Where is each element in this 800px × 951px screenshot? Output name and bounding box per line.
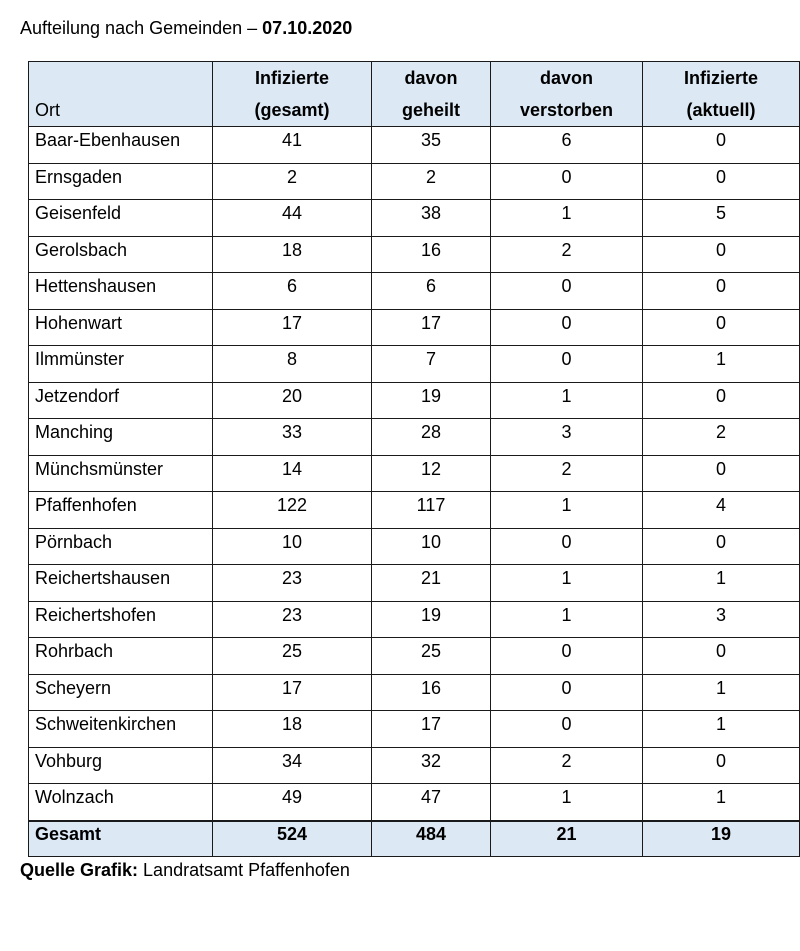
cell-ort: Scheyern <box>29 674 213 711</box>
header-line: Infizierte <box>254 68 329 88</box>
cell-infizierte-aktuell: 1 <box>643 565 800 602</box>
cell-ort: Jetzendorf <box>29 382 213 419</box>
cell-geheilt: 21 <box>372 565 491 602</box>
cell-ort: Münchsmünster <box>29 455 213 492</box>
cell-infizierte-gesamt: 44 <box>213 200 372 237</box>
cell-ort: Reichertshofen <box>29 601 213 638</box>
cell-verstorben: 1 <box>491 492 643 529</box>
total-geheilt: 484 <box>372 821 491 857</box>
cell-ort: Wolnzach <box>29 784 213 821</box>
source-note <box>20 858 350 882</box>
cell-ort: Hohenwart <box>29 309 213 346</box>
cell-geheilt: 47 <box>372 784 491 821</box>
header-infizierte-aktuell <box>643 62 800 127</box>
table-row <box>29 163 800 200</box>
header-row <box>29 62 800 127</box>
cell-ort: Vohburg <box>29 747 213 784</box>
cell-geheilt: 6 <box>372 273 491 310</box>
cell-ort: Hettenshausen <box>29 273 213 310</box>
cell-geheilt: 117 <box>372 492 491 529</box>
cell-infizierte-aktuell: 0 <box>643 163 800 200</box>
cell-verstorben: 0 <box>491 528 643 565</box>
cell-infizierte-gesamt: 6 <box>213 273 372 310</box>
cell-verstorben: 2 <box>491 747 643 784</box>
table-row <box>29 747 800 784</box>
cell-infizierte-aktuell: 1 <box>643 346 800 383</box>
cell-geheilt: 2 <box>372 163 491 200</box>
cell-verstorben: 1 <box>491 784 643 821</box>
header-line: davon <box>539 68 593 88</box>
cell-infizierte-gesamt: 122 <box>213 492 372 529</box>
total-infizierte-gesamt: 524 <box>213 821 372 857</box>
cell-infizierte-aktuell: 0 <box>643 747 800 784</box>
cell-geheilt: 19 <box>372 382 491 419</box>
cell-ort: Reichertshausen <box>29 565 213 602</box>
cell-infizierte-aktuell: 2 <box>643 419 800 456</box>
cell-infizierte-aktuell: 5 <box>643 200 800 237</box>
cell-verstorben: 1 <box>491 601 643 638</box>
table-row <box>29 784 800 821</box>
cell-ort: Ernsgaden <box>29 163 213 200</box>
cell-infizierte-gesamt: 17 <box>213 309 372 346</box>
municipality-table <box>28 61 800 857</box>
cell-verstorben: 0 <box>491 309 643 346</box>
cell-geheilt: 16 <box>372 674 491 711</box>
cell-verstorben: 0 <box>491 674 643 711</box>
table-row <box>29 565 800 602</box>
cell-infizierte-gesamt: 23 <box>213 565 372 602</box>
cell-infizierte-gesamt: 17 <box>213 674 372 711</box>
cell-ort: Manching <box>29 419 213 456</box>
cell-infizierte-aktuell: 0 <box>643 127 800 164</box>
cell-infizierte-gesamt: 2 <box>213 163 372 200</box>
table-row <box>29 674 800 711</box>
cell-geheilt: 38 <box>372 200 491 237</box>
table-row <box>29 346 800 383</box>
cell-ort: Gerolsbach <box>29 236 213 273</box>
cell-verstorben: 1 <box>491 565 643 602</box>
cell-verstorben: 2 <box>491 236 643 273</box>
table-row <box>29 236 800 273</box>
cell-infizierte-gesamt: 10 <box>213 528 372 565</box>
cell-ort: Geisenfeld <box>29 200 213 237</box>
title-prefix: Aufteilung nach Gemeinden – <box>20 18 263 38</box>
cell-ort: Schweitenkirchen <box>29 711 213 748</box>
header-line: (aktuell) <box>686 100 756 120</box>
cell-infizierte-aktuell: 1 <box>643 784 800 821</box>
cell-infizierte-gesamt: 41 <box>213 127 372 164</box>
cell-verstorben: 3 <box>491 419 643 456</box>
table-body <box>29 127 800 821</box>
cell-infizierte-aktuell: 3 <box>643 601 800 638</box>
table-row <box>29 200 800 237</box>
cell-infizierte-gesamt: 34 <box>213 747 372 784</box>
cell-geheilt: 19 <box>372 601 491 638</box>
cell-infizierte-aktuell: 0 <box>643 273 800 310</box>
table-row <box>29 309 800 346</box>
header-line: davon <box>404 68 458 88</box>
header-line: (gesamt) <box>254 100 330 120</box>
cell-verstorben: 0 <box>491 163 643 200</box>
cell-infizierte-aktuell: 0 <box>643 455 800 492</box>
header-line: Infizierte <box>683 68 758 88</box>
cell-verstorben: 0 <box>491 346 643 383</box>
table-row <box>29 419 800 456</box>
total-verstorben: 21 <box>491 821 643 857</box>
header-line: geheilt <box>401 100 460 120</box>
cell-verstorben: 1 <box>491 200 643 237</box>
cell-infizierte-gesamt: 20 <box>213 382 372 419</box>
cell-infizierte-aktuell: 4 <box>643 492 800 529</box>
cell-verstorben: 0 <box>491 638 643 675</box>
cell-geheilt: 17 <box>372 309 491 346</box>
source-text: Landratsamt Pfaffenhofen <box>138 860 350 880</box>
cell-infizierte-gesamt: 14 <box>213 455 372 492</box>
cell-ort: Rohrbach <box>29 638 213 675</box>
source-label: Quelle Grafik: <box>20 860 139 880</box>
total-infizierte-aktuell: 19 <box>643 821 800 857</box>
cell-infizierte-gesamt: 33 <box>213 419 372 456</box>
header-verstorben <box>491 62 643 127</box>
cell-infizierte-aktuell: 1 <box>643 674 800 711</box>
table-row <box>29 455 800 492</box>
table-row <box>29 711 800 748</box>
cell-infizierte-gesamt: 49 <box>213 784 372 821</box>
cell-geheilt: 32 <box>372 747 491 784</box>
header-ort: Ort <box>29 62 213 127</box>
table-footer <box>29 821 800 857</box>
page-title <box>20 16 352 40</box>
total-label: Gesamt <box>29 821 213 857</box>
table-row <box>29 127 800 164</box>
cell-geheilt: 25 <box>372 638 491 675</box>
header-line: verstorben <box>519 100 614 120</box>
cell-geheilt: 17 <box>372 711 491 748</box>
cell-infizierte-gesamt: 8 <box>213 346 372 383</box>
cell-infizierte-aktuell: 0 <box>643 638 800 675</box>
cell-infizierte-gesamt: 25 <box>213 638 372 675</box>
cell-geheilt: 28 <box>372 419 491 456</box>
cell-geheilt: 35 <box>372 127 491 164</box>
table-row <box>29 528 800 565</box>
total-row <box>29 821 800 857</box>
cell-geheilt: 12 <box>372 455 491 492</box>
table-row <box>29 273 800 310</box>
cell-infizierte-gesamt: 18 <box>213 711 372 748</box>
cell-infizierte-gesamt: 23 <box>213 601 372 638</box>
cell-geheilt: 10 <box>372 528 491 565</box>
cell-infizierte-aktuell: 0 <box>643 382 800 419</box>
cell-verstorben: 2 <box>491 455 643 492</box>
cell-verstorben: 0 <box>491 711 643 748</box>
cell-infizierte-aktuell: 0 <box>643 236 800 273</box>
table-row <box>29 492 800 529</box>
cell-geheilt: 16 <box>372 236 491 273</box>
cell-ort: Ilmmünster <box>29 346 213 383</box>
table-row <box>29 601 800 638</box>
cell-ort: Baar-Ebenhausen <box>29 127 213 164</box>
cell-ort: Pörnbach <box>29 528 213 565</box>
header-geheilt <box>372 62 491 127</box>
cell-infizierte-aktuell: 0 <box>643 309 800 346</box>
header-infizierte-gesamt <box>213 62 372 127</box>
table-header <box>29 62 800 127</box>
cell-infizierte-gesamt: 18 <box>213 236 372 273</box>
table-row <box>29 638 800 675</box>
cell-verstorben: 6 <box>491 127 643 164</box>
title-date: 07.10.2020 <box>262 18 353 38</box>
cell-verstorben: 0 <box>491 273 643 310</box>
cell-infizierte-aktuell: 0 <box>643 528 800 565</box>
cell-verstorben: 1 <box>491 382 643 419</box>
cell-geheilt: 7 <box>372 346 491 383</box>
cell-ort: Pfaffenhofen <box>29 492 213 529</box>
cell-infizierte-aktuell: 1 <box>643 711 800 748</box>
table-row <box>29 382 800 419</box>
